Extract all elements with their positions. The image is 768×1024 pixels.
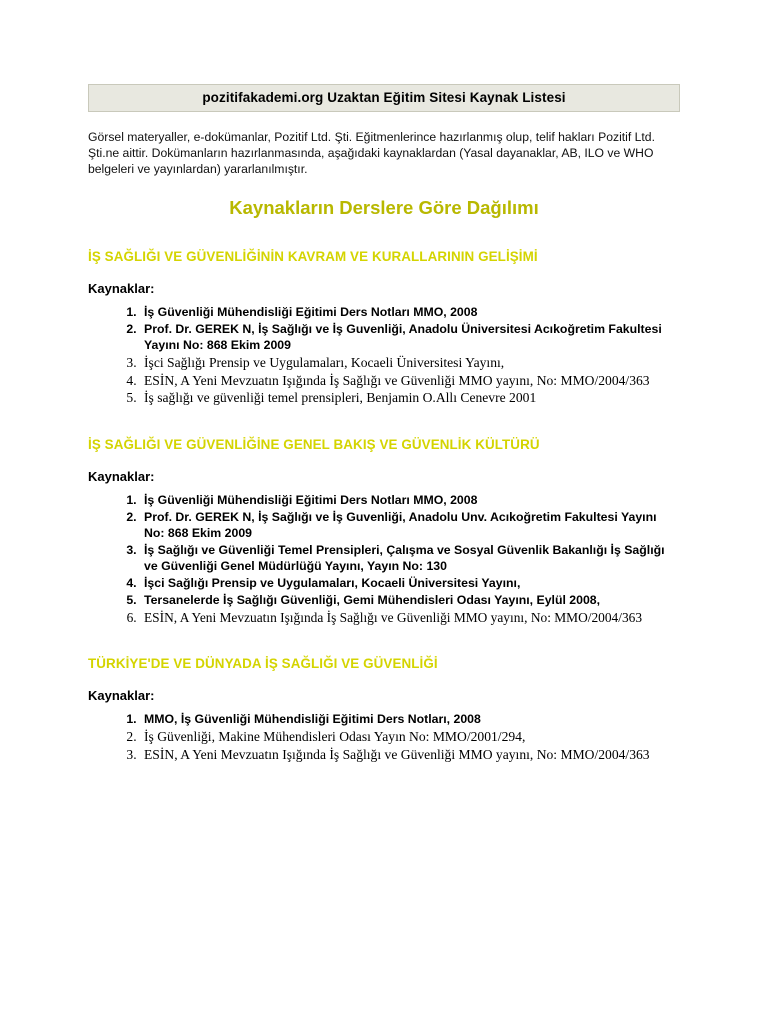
list-item: 6. ESİN, A Yeni Mevzuatın Işığında İş Sağlığı ve Güvenliği MMO yayını, No: MMO/2004/363: [140, 610, 680, 626]
section-2: [88, 437, 680, 626]
section-heading: İŞ SAĞLIĞI VE GÜVENLİĞİNE GENEL BAKIŞ VE GÜVENLİK KÜLTÜRÜ: [88, 436, 540, 452]
reference-list: [88, 712, 680, 763]
page-title: Kaynakların Derslere Göre Dağılımı: [229, 197, 539, 219]
reference-list: [88, 493, 680, 626]
section-heading: İŞ SAĞLIĞI VE GÜVENLİĞİNİN KAVRAM VE KURALLARININ GELİŞİMİ: [88, 249, 538, 265]
list-item: 1. MMO, İş Güvenliği Mühendisliği Eğitimi Ders Notları, 2008: [140, 712, 680, 728]
section-1: [88, 249, 680, 407]
list-item: 4. ESİN, A Yeni Mevzuatın Işığında İş Sağlığı ve Güvenliği MMO yayını, No: MMO/2004/363: [140, 373, 680, 390]
list-item: 2. Prof. Dr. GEREK N, İş Sağlığı ve İş Guvenliği, Anadolu Üniversitesi Acıkoğretim Fakultesi Yayını No: 868 Ekim 2009: [140, 322, 680, 354]
list-item: 1. İş Güvenliği Mühendisliği Eğitimi Ders Notları MMO, 2008: [140, 493, 680, 509]
list-item: 5. Tersanelerde İş Sağlığı Güvenliği, Gemi Mühendisleri Odası Yayını, Eylül 2008,: [140, 593, 680, 609]
sources-label: Kaynaklar:: [88, 281, 155, 297]
document-title-bar: pozitifakademi.org Uzaktan Eğitim Sitesi Kaynak Listesi: [88, 84, 680, 112]
list-item: 4. İşci Sağlığı Prensip ve Uygulamaları, Kocaeli Üniversitesi Yayını,: [140, 576, 680, 592]
intro-paragraph: Görsel materyaller, e-dokümanlar, Pozitif Ltd. Şti. Eğitmenlerince hazırlanmış olup, telif hakları Pozitif Ltd. Şti.ne aittir. Dokümanların hazırlanmasında, aşağıdaki kaynaklardan (Yasal dayanaklar, AB, ILO ve WHO belgeleri ve yayınlardan) yararlanılmıştır.: [88, 130, 655, 177]
section-heading: TÜRKİYE'DE VE DÜNYADA İŞ SAĞLIĞI VE GÜVENLİĞİ: [88, 656, 438, 672]
list-item: 2. Prof. Dr. GEREK N, İş Sağlığı ve İş Guvenliği, Anadolu Unv. Acıkoğretim Fakultesi Yayını No: 868 Ekim 2009: [140, 510, 680, 542]
list-item: 2. İş Güvenliği, Makine Mühendisleri Odası Yayın No: MMO/2001/294,: [140, 729, 680, 746]
sources-label: Kaynaklar:: [88, 688, 155, 704]
reference-list: [88, 305, 680, 407]
list-item: 5. İş sağlığı ve güvenliği temel prensipleri, Benjamin O.Allı Cenevre 2001: [140, 390, 680, 407]
list-item: 3. İş Sağlığı ve Güvenliği Temel Prensipleri, Çalışma ve Sosyal Güvenlik Bakanlığı İş Sağlığı ve Güvenliği Genel Müdürlüğü Yayını, Yayın No: 130: [140, 543, 680, 575]
section-3: [88, 656, 680, 763]
list-item: 3. ESİN, A Yeni Mevzuatın Işığında İş Sağlığı ve Güvenliği MMO yayını, No: MMO/2004/363: [140, 747, 680, 764]
list-item: 3. İşci Sağlığı Prensip ve Uygulamaları, Kocaeli Üniversitesi Yayını,: [140, 355, 680, 372]
list-item: 1. İş Güvenliği Mühendisliği Eğitimi Ders Notları MMO, 2008: [140, 305, 680, 321]
sources-label: Kaynaklar:: [88, 468, 155, 484]
